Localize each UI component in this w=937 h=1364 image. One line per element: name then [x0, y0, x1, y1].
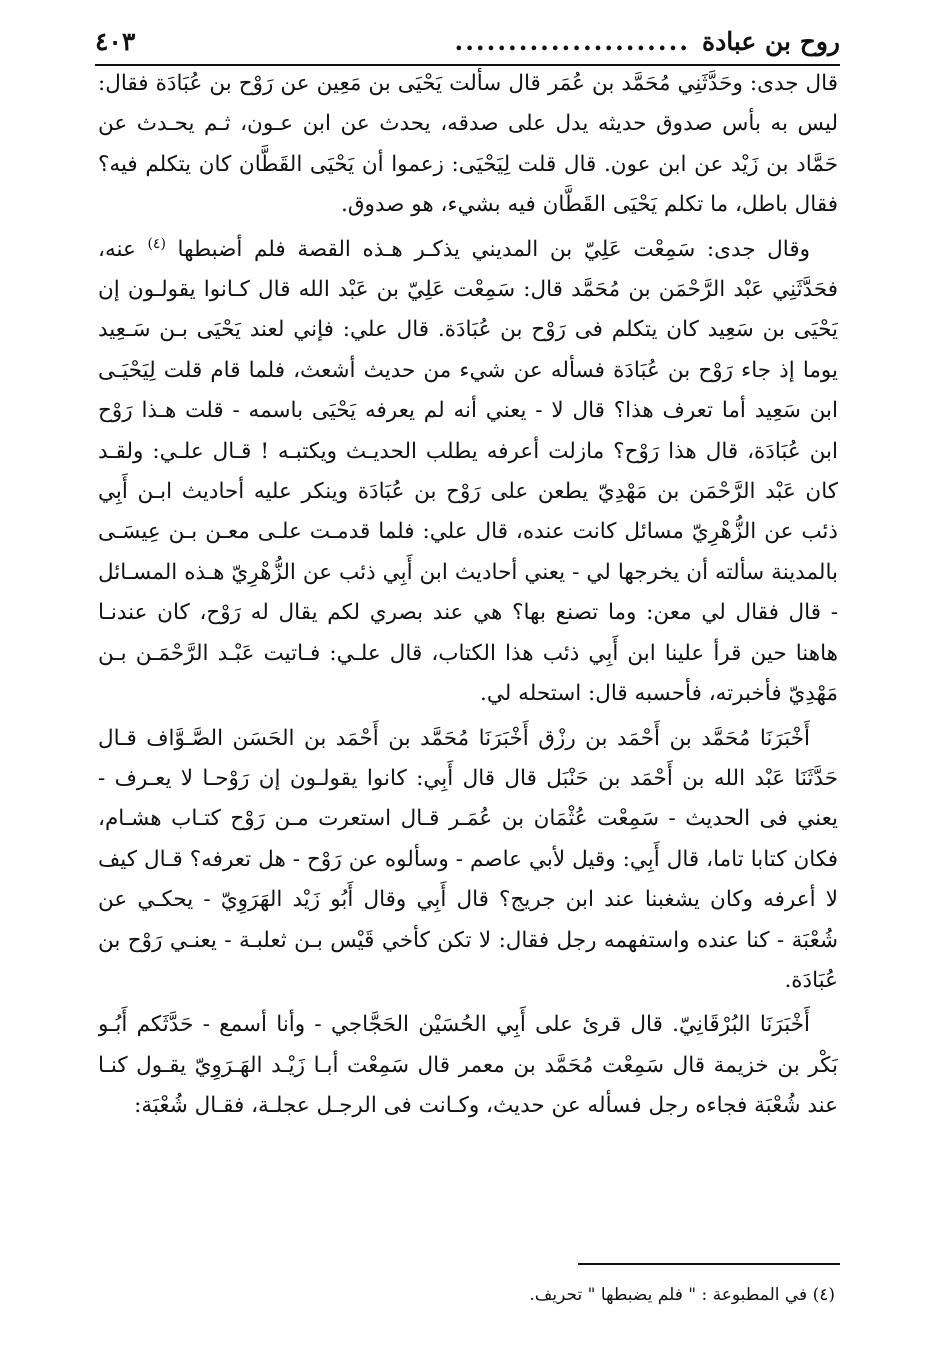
paragraph-1: قال جدى: وحَدَّثَنِي مُحَمَّد بن عُمَر قال سألت يَحْيَى بن مَعِين عن رَوْح بن عُبَادَة فقال: ليس به بأس صدوق حديثه يدل على صدقه، يحدث عن ابن عـون، ثـم يحـدث عن حَمَّاد بن زَيْد عن ابن عون. قال قلت لِيَحْيَى: زعموا أن يَحْيَى القَطَّان كان يتكلم فيه؟ فقال باطل، ما تكلم يَحْيَى القَطَّان فيه بشيء، هو صدوق.	[98, 71, 838, 218]
footnote-reference: (٤)	[147, 235, 166, 252]
page-number: ٤٠٣	[95, 27, 136, 56]
paragraph-2-opening: وقال جدى: سَمِعْت عَلِيّ بن المديني يذكـر هـذه القصة فلم أضبطها	[177, 236, 811, 262]
footnote: (٤) في المطبوعة : " فلم يضبطها " تحريف.	[529, 1285, 835, 1305]
footnote-divider	[578, 1263, 840, 1265]
paragraph-2	[98, 230, 838, 715]
running-title: روح بن عبادة	[702, 27, 840, 56]
paragraph-2-continuation: عنه، فحَدَّثَنِي عَبْد الرَّحْمَن بن مُحَمَّد قال: سَمِعْت عَلِيّ بن عَبْد الله قال كـانوا يقولـون إن يَحْيَى بن سَعِيد كان يتكلم فى رَوْح بن عُبَادَة. قال علي: فإني لعند يَحْيَى بـن سَـعِيد يوما إذ جاء رَوْح بن عُبَادَة فسأله عن شيء من حديث أشعث، فلما قام قلت لِيَحْيَـى ابن سَعِيد أما تعرف هذا؟ قال لا - يعني أنه لم يعرفه يَحْيَى باسمه - قلت هـذا رَوْح ابن عُبَادَة، قال هذا رَوْح؟ مازلت أعرفه يطلب الحديـث ويكتبـه ! قـال علـي: ولقـد كان عَبْد الرَّحْمَن بن مَهْدِيّ يطعن على رَوْح بن عُبَادَة وينكر عليه أحاديث ابـن أَبِي ذئب عن الزُّهْرِيّ مسائل كانت عنده، قال علي: فلما قدمـت علـى معـن بـن عِيسَـى بالمدينة سألته أن يخرجها لي - يعني أحاديث ابن أَبِي ذئب عن الزُّهْرِيّ هـذه المسـائل - قال فقال لي معن: وما تصنع بها؟ هي عند بصري لكم يقال له رَوْح، كان عندنـا هاهنا حين قرأ علينا ابن أَبِي ذئب هذا الكتاب، قال علـي: فـاتيت عَبْـد الرَّحْمَـن بـن مَهْدِيّ فأخبرته، فأحسبه قال: استحله لي.	[98, 236, 838, 707]
body-text	[98, 64, 838, 1244]
page-header	[95, 20, 840, 66]
paragraph-3: أَخْبَرَنَا مُحَمَّد بن أَحْمَد بن رزْق أَخْبَرَنَا مُحَمَّد بن أَحْمَد بن الحَسَن الصَّـوَّاف قـال حَدَّثَنَا عَبْد الله بن أَحْمَد بن حَنْبَل قال قال أَبِي: كانوا يقولـون إن رَوْحـا لا يعـرف - يعني فى الحديث - سَمِعْت عُثْمَان بن عُمَـر قـال استعرت مـن رَوْح كتـاب هشـام، فكان كتابا تاما، قال أَبِي: وقيل لأبي عاصم - وسألوه عن رَوْح - هل تعرفه؟ قـال كيف لا أعرفه وكان يشغبنا عند ابن جريج؟ قال أَبِي وقال أَبُو زَيْد الهَرَوِيّ - يحكـي عن شُعْبَة - كنا عنده واستفهمه رجل فقال: لا تكن كأخي قَيْس بـن ثعلبـة - يعنـي رَوْح بن عُبَادَة.	[98, 725, 838, 993]
paragraph-4: أَخْبَرَنَا البُرْقَانِيّ. قال قرئ على أَبِي الحُسَيْن الحَجَّاجي - وأنا أسمع - حَدَّثَكم أَبُـو بَكْر بن خزيمة قال سَمِعْت مُحَمَّد بن معمر قال سَمِعْت أبـا زَيْـد الهَـرَوِيّ يقـول كنـا عند شُعْبَة فجاءه رجل فسأله عن حديث، وكـانت فى الرجـل عجلـة، فقـال شُعْبَة:	[98, 1012, 838, 1119]
header-dots: ......................	[454, 27, 690, 56]
